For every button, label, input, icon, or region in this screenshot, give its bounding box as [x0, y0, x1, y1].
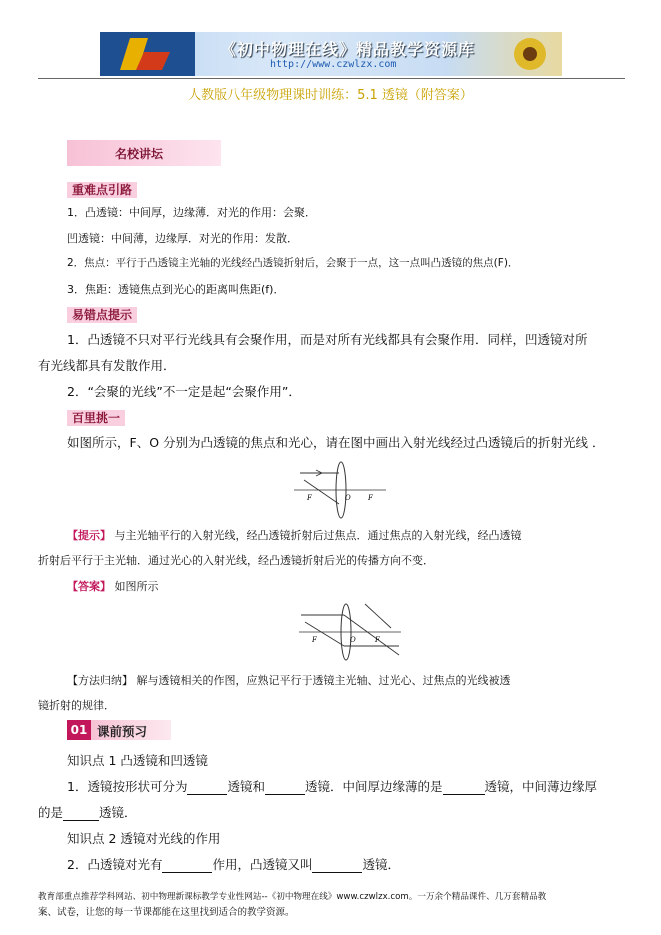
answer-diagram [295, 600, 405, 662]
footer [38, 890, 628, 920]
mistake-1b: 有光线都具有发散作用． [38, 358, 176, 373]
blank-4[interactable] [63, 808, 99, 821]
question-2: 2．凸透镜对光有 作用，凸透镜又叫 透镜． [67, 857, 400, 872]
preview-title: 课前预习 [97, 724, 148, 739]
section-header-label: 名校讲坛 [115, 147, 164, 161]
banner-url[interactable]: http://www.czwlzx.com [270, 59, 397, 70]
section-header-famous [67, 140, 221, 166]
footer-line-1: 教育部重点推荐学科网站、初中物理新课标教学专业性网站--《初中物理在线》www.czwlzx.com。一万余个精品课件、几万套精品教 [38, 892, 547, 902]
key-point-3: 2．焦点：平行于凸透镜主光轴的光线经凸透镜折射后，会聚于一点，这一点叫凸透镜的焦点(F)． [67, 257, 519, 269]
focus-label-right: F [375, 636, 380, 644]
hint-line-1: 【提示】 与主光轴平行的入射光线，经凸透镜折射后过焦点．通过焦点的入射光线，经凸透镜 [67, 529, 522, 542]
focus-label-left: F [307, 494, 312, 502]
banner-title: 《初中物理在线》精品教学资源库 [220, 40, 476, 59]
key-points-tag: 重难点引路 [67, 179, 137, 198]
key-point-4: 3．焦距：透镜焦点到光心的距离叫焦距(f)． [67, 283, 285, 296]
question-diagram [290, 458, 390, 520]
blank-5[interactable] [162, 860, 212, 873]
answer-line: 【答案】 如图所示 [67, 580, 159, 593]
key-point-1: 1．凸透镜：中间厚，边缘薄．对光的作用：会聚． [67, 206, 316, 219]
center-label: O [345, 494, 351, 502]
footer-line-2: 案、试卷，让您的每一节课都能在这里找到适合的教学资源。 [38, 907, 295, 918]
question-1-line-1: 1．透镜按形状可分为 透镜和 透镜．中间厚边缘薄的是 透镜，中间薄边缘厚 [67, 779, 598, 794]
method-line-1: 【方法归纳】 解与透镜相关的作图，应熟记平行于透镜主光轴、过光心、过焦点的光线被透 [67, 674, 511, 687]
extra-ray [365, 604, 391, 628]
incident-ray-focus [305, 622, 344, 646]
knowledge-point-2: 知识点 2 透镜对光线的作用 [67, 831, 221, 846]
refracted-ray-through-focus [344, 615, 399, 655]
blank-1[interactable] [187, 782, 227, 795]
question-1-line-2: 的是 透镜． [38, 805, 137, 820]
preview-badge: 01 [67, 720, 91, 740]
header-banner [100, 32, 562, 76]
header-rule [38, 78, 625, 79]
mistake-2: 2．“会聚的光线”不一定是起“会聚作用”． [67, 384, 301, 399]
focus-label-right: F [368, 494, 373, 502]
center-label: O [350, 636, 356, 644]
blank-2[interactable] [265, 782, 305, 795]
key-point-2: 凹透镜：中间薄，边缘厚．对光的作用：发散． [67, 232, 298, 245]
knowledge-point-1: 知识点 1 凸透镜和凹透镜 [67, 753, 208, 768]
mistakes-tag: 易错点提示 [67, 304, 137, 323]
page-title: 人教版八年级物理课时训练：5.1 透镜（附答案） [188, 88, 473, 103]
example-tag: 百里挑一 [67, 407, 125, 426]
method-line-2: 镜折射的规律． [38, 699, 115, 712]
preview-header [67, 720, 171, 740]
mistake-1a: 1．凸透镜不只对平行光线具有会聚作用，而是对所有光线都具有会聚作用．同样，凹透镜对所 [67, 332, 588, 347]
blank-3[interactable] [443, 782, 485, 795]
focus-label-left: F [312, 636, 317, 644]
example-question: 如图所示，F、O 分别为凸透镜的焦点和光心，请在图中画出入射光线经过凸透镜后的折射光线 ． [67, 435, 605, 450]
blank-6[interactable] [312, 860, 362, 873]
hint-line-2: 折射后平行于主光轴．通过光心的入射光线，经凸透镜折射后光的传播方向不变． [38, 554, 434, 567]
